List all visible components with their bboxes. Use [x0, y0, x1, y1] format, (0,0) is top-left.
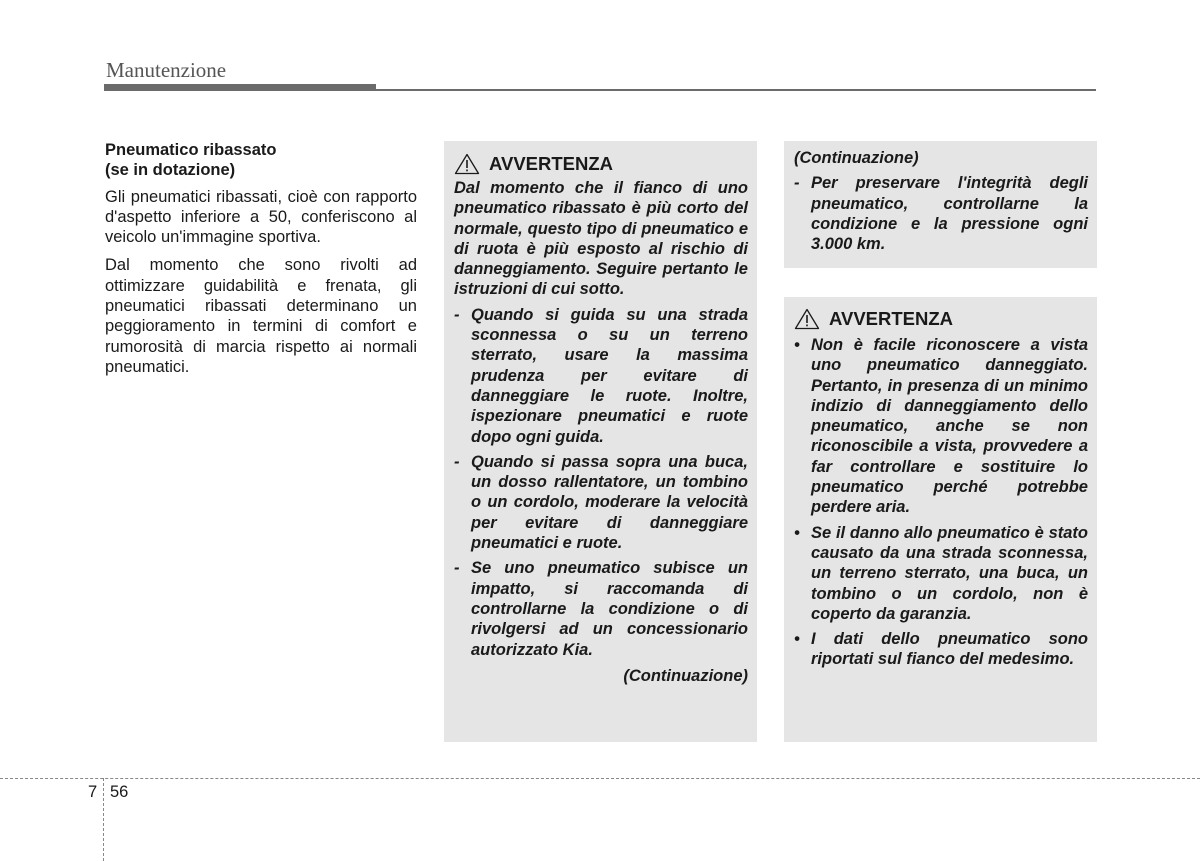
section-subheading: (se in dotazione)	[105, 161, 236, 180]
list-item	[794, 629, 1088, 670]
paragraph-2: Dal momento che sono rivolti ad ottimizzare guidabilità e frenata, gli pneumatici ribassati determinano un peggioramento in termini di comfort e rumorosità di marcia rispetto ai normali pneumatici.	[105, 256, 417, 376]
list-item	[794, 173, 1088, 254]
header-rule	[104, 89, 1096, 91]
list-text: Se uno pneumatico subisce un impatto, si raccomanda di controllarne la condizione o di rivolgersi ad un concessionario autorizzato Kia.	[471, 559, 748, 659]
list-text: Se il danno allo pneumatico è stato causato da una strada sconnessa, un terreno sterrato, una buca, un tombino o un cordolo, non è coperto da garanzia.	[811, 523, 1088, 623]
warning-header	[794, 308, 1088, 330]
list-marker: -	[454, 305, 460, 324]
warning-title: AVVERTENZA	[829, 308, 954, 329]
list-marker: •	[794, 630, 800, 649]
warning-title: AVVERTENZA	[489, 153, 614, 174]
list-item	[454, 452, 748, 553]
chapter-number: 7	[88, 783, 98, 801]
warning-header	[454, 153, 748, 175]
list-item	[794, 523, 1088, 624]
footer-vertical-divider	[103, 778, 104, 861]
list-marker: •	[794, 523, 800, 542]
list-text: I dati dello pneumatico sono riportati sul fianco del medesimo.	[811, 630, 1088, 669]
list-item	[794, 335, 1088, 518]
list-text: Quando si passa sopra una buca, un dosso rallentatore, un tombino o un cordolo, moderare la velocità per evitare di danneggiare pneumatici e ruote.	[471, 452, 748, 553]
list-item	[454, 305, 748, 447]
list-marker: •	[794, 336, 800, 354]
page-header-title: Manutenzione	[106, 58, 227, 82]
left-column	[105, 140, 417, 377]
continued-label: (Continuazione)	[623, 666, 748, 685]
list-marker: -	[454, 559, 460, 578]
list-marker: -	[794, 174, 800, 193]
list-text: Non è facile riconoscere a vista uno pneumatico danneggiato. Pertanto, in presenza di un minimo indizio di danneggiamento dello pneumatico, anche se non riconoscibile a vista, provvedere a far controllare e sostituire lo pneumatico perché potrebbe perdere aria.	[811, 336, 1088, 517]
section-heading: Pneumatico ribassato	[105, 141, 277, 159]
footer-divider	[0, 778, 1200, 779]
warning-triangle-icon	[794, 308, 820, 330]
continuation-title: (Continuazione)	[794, 149, 919, 167]
warning-intro: Dal momento che il fianco di uno pneumatico ribassato è più corto del normale, questo tipo di pneumatico e di ruota è più esposto al rischio di danneggiamento. Seguire pertanto le istruzioni di cui sotto.	[454, 179, 748, 299]
warning-triangle-icon	[454, 153, 480, 175]
warning-box-1	[444, 141, 757, 742]
list-text: Quando si guida su una strada sconnessa o su un terreno sterrato, usare la massima prudenza per evitare di danneggiare le ruote. Inoltre, ispezionare pneumatici e ruote dopo ogni guida.	[471, 305, 748, 446]
continuation-box	[784, 141, 1097, 268]
list-text: Per preservare l'integrità degli pneumatico, controllarne la condizione e la pressione ogni 3.000 km.	[811, 174, 1088, 254]
list-marker: -	[454, 452, 460, 471]
list-item	[454, 558, 748, 659]
page-number: 56	[110, 783, 129, 801]
paragraph-1: Gli pneumatici ribassati, cioè con rapporto d'aspetto inferiore a 50, conferiscono al veicolo un'immagine sportiva.	[105, 187, 417, 247]
warning-box-2	[784, 297, 1097, 742]
